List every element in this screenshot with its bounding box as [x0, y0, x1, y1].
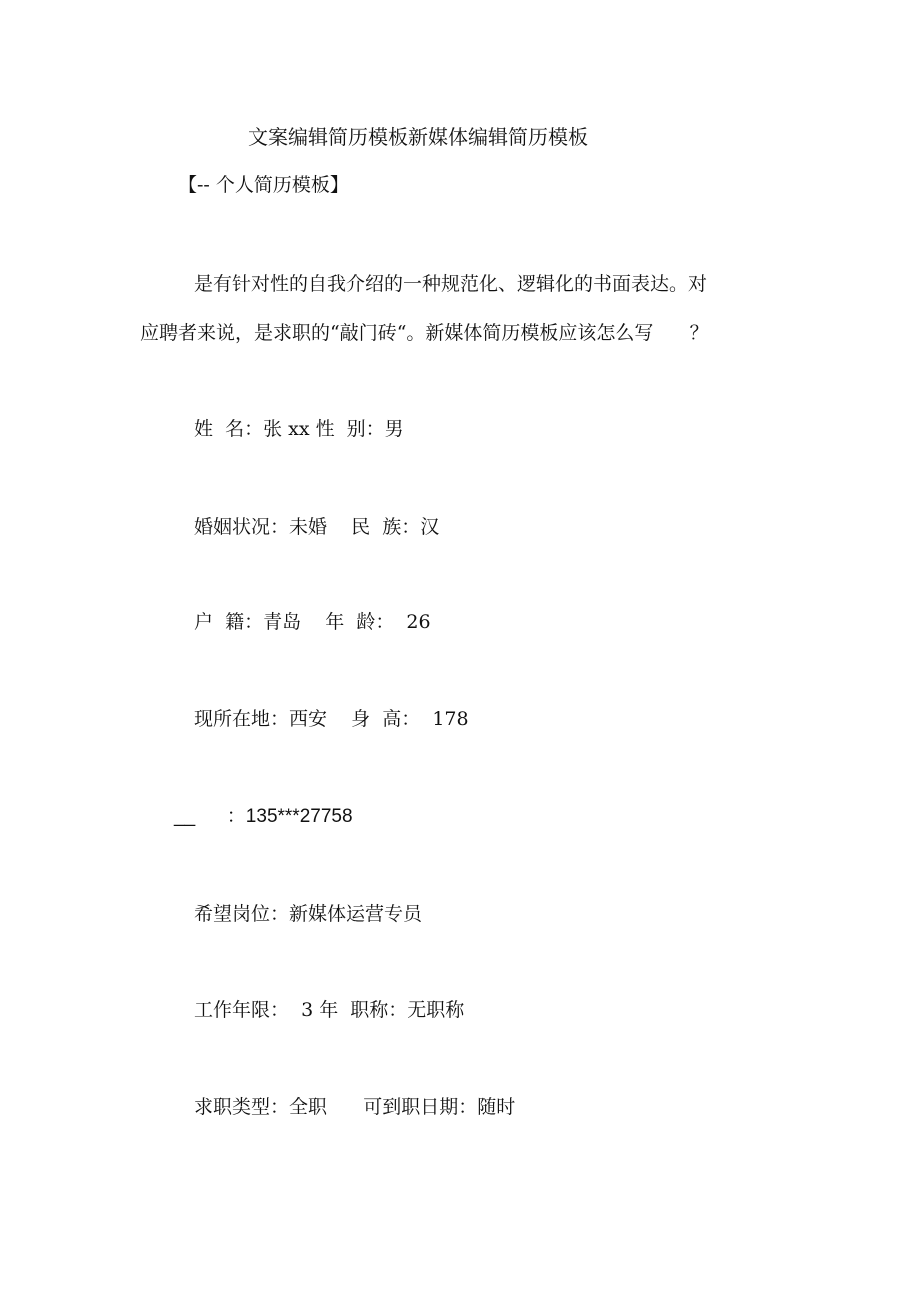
- intro-paragraph-line-1: 是有针对性的自我介绍的一种规范化、逻辑化的书面表达。对: [194, 273, 708, 295]
- document-subtitle: 【-- 个人简历模板】: [178, 174, 349, 196]
- field-location-height: 现所在地：西安 身 高： 178: [194, 708, 469, 730]
- field-name-gender: 姓 名：张 xx 性 别：男: [194, 418, 404, 440]
- field-hometown-age: 户 籍：青岛 年 龄： 26: [194, 611, 431, 633]
- field-job-type-start: 求职类型：全职 可到职日期：随时: [194, 1096, 516, 1118]
- field-desired-position: 希望岗位：新媒体运营专员: [194, 903, 423, 925]
- intro-paragraph-line-2: 应聘者来说，是求职的“敲门砖“。新媒体简历模板应该怎么写 ？: [140, 322, 709, 344]
- field-phone: __ ：135***27758: [174, 806, 353, 827]
- document-title: 文案编辑简历模板新媒体编辑简历模板: [248, 125, 588, 149]
- field-experience-title: 工作年限： 3 年 职称：无职称: [194, 999, 465, 1021]
- field-marital-ethnicity: 婚姻状况：未婚 民 族：汉: [194, 516, 440, 538]
